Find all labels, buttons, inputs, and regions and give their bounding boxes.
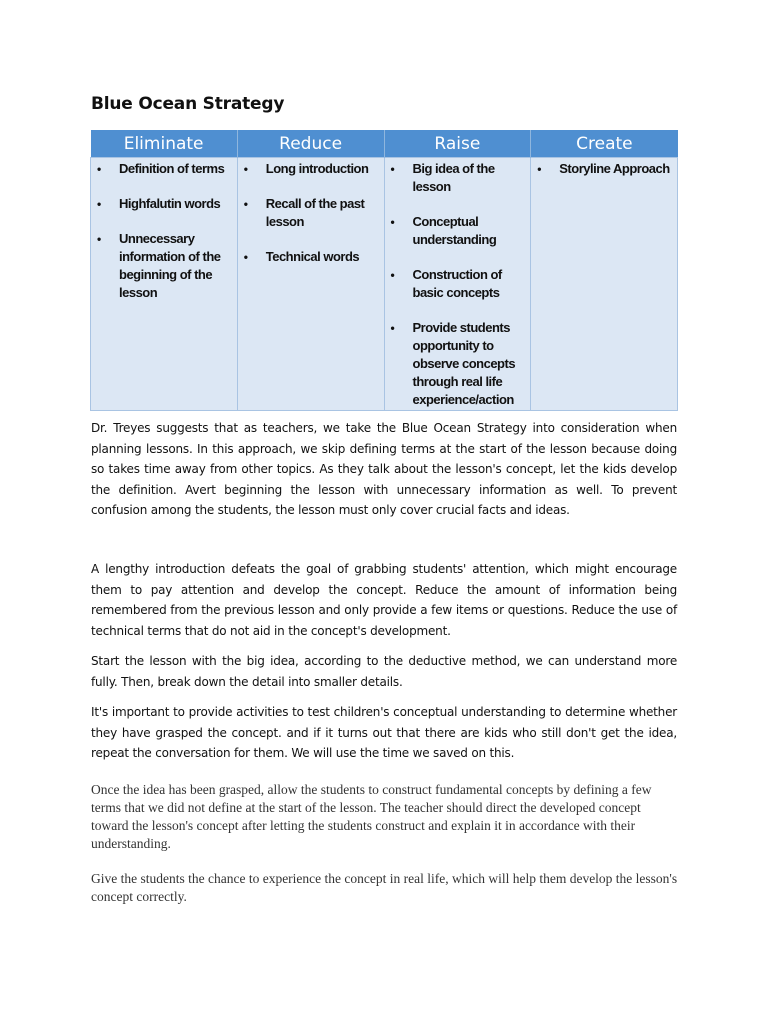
header-reduce: Reduce — [237, 130, 384, 158]
bullet-icon: • — [390, 162, 395, 176]
list-item — [242, 195, 380, 231]
eliminate-cell — [91, 158, 238, 411]
list-item — [389, 319, 527, 409]
list-item-text: Storyline Approach — [559, 161, 670, 176]
list-item-text: Unnecessary information of the beginning of the lesson — [119, 231, 221, 300]
list-item — [389, 266, 527, 302]
bullet-icon: • — [390, 268, 395, 282]
header-raise: Raise — [384, 130, 531, 158]
list-item — [95, 160, 233, 178]
bullet-icon: • — [97, 162, 101, 176]
bullet-icon: • — [97, 197, 101, 211]
body-paragraph-1: Dr. Treyes suggests that as teachers, we take the Blue Ocean Strategy into consideration when planning lessons. In this approach, we skip defining terms at the start of the lesson because doing so takes time away from other topics. As they talk about the lesson's concept, let the kids develop the definition. Avert beginning the lesson with unnecessary information as well. To prevent confusion among the students, the lesson must only cover crucial facts and ideas. — [91, 421, 677, 517]
eliminate-list — [95, 160, 233, 302]
list-item-text: Recall of the past lesson — [265, 196, 365, 229]
list-item — [95, 230, 233, 302]
list-item — [95, 195, 233, 213]
bullet-icon: • — [243, 197, 248, 211]
header-create: Create — [531, 130, 678, 158]
body-paragraph-6: Give the students the chance to experience the concept in real life, which will help them develop the lesson's concept correctly. — [91, 871, 678, 904]
raise-cell — [384, 158, 531, 411]
body-paragraph-2: A lengthy introduction defeats the goal of grabbing students' attention, which might encourage them to pay attention and develop the concept. Reduce the amount of information being remembered from the previous lesson and only provide a few items or questions. Reduce the use of technical terms that do not aid in the concept's development. — [91, 562, 677, 638]
body-paragraph-5: Once the idea has been grasped, allow the students to construct fundamental concepts by defining a few terms that we did not define at the start of the lesson. The teacher should direct the developed concept toward the lesson's concept after letting the students construct and explain it in accordance with their understanding. — [91, 782, 652, 851]
list-item-text: Construction of basic concepts — [412, 267, 502, 300]
header-eliminate: Eliminate — [91, 130, 238, 158]
list-item-text: Definition of terms — [119, 161, 225, 176]
table-body-row — [91, 158, 678, 411]
bullet-icon: • — [97, 232, 101, 246]
list-item — [389, 160, 527, 196]
create-cell — [531, 158, 678, 411]
reduce-list — [242, 160, 380, 266]
list-item-text: Technical words — [265, 249, 360, 264]
reduce-cell — [237, 158, 384, 411]
bullet-icon: • — [390, 215, 395, 229]
list-item — [242, 248, 380, 266]
list-item-text: Provide students opportunity to observe concepts through real life experience/action — [412, 320, 516, 407]
table-header-row — [91, 130, 678, 158]
list-item — [389, 213, 527, 249]
body-paragraph-4: It's important to provide activities to test children's conceptual understanding to determine whether they have grasped the concept. and if it turns out that there are kids who still don't get the idea, repeat the conversation for them. We will use the time we saved on this. — [91, 705, 677, 760]
body-paragraph-3: Start the lesson with the big idea, according to the deductive method, we can understand more fully. Then, break down the detail into smaller details. — [91, 654, 677, 689]
list-item-text: Highfalutin words — [119, 196, 221, 211]
bullet-icon: • — [243, 250, 248, 264]
page-title: Blue Ocean Strategy — [91, 94, 285, 114]
list-item — [242, 160, 380, 178]
list-item-text: Conceptual understanding — [412, 214, 497, 247]
list-item-text: Big idea of the lesson — [412, 161, 495, 194]
strategy-table — [90, 130, 678, 411]
raise-list — [389, 160, 527, 409]
bullet-icon: • — [243, 162, 248, 176]
list-item — [535, 160, 673, 178]
create-list — [535, 160, 673, 178]
bullet-icon: • — [537, 162, 541, 176]
bullet-icon: • — [390, 321, 395, 335]
list-item-text: Long introduction — [265, 161, 369, 176]
